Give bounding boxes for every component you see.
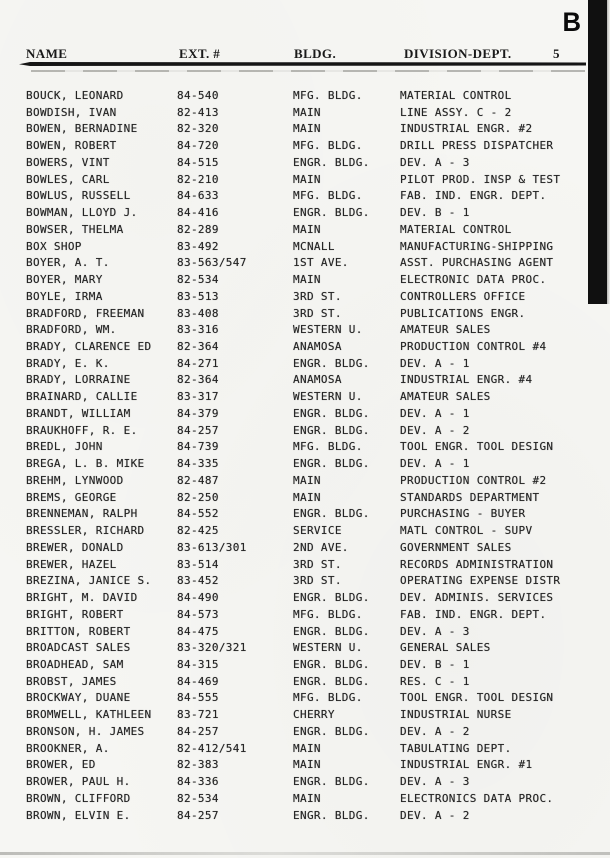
entry-name: BRADY, CLARENCE ED (26, 340, 152, 354)
entry-extension: 84-720 (177, 139, 219, 153)
directory-list (26, 88, 588, 824)
table-row (26, 322, 588, 339)
entry-name: BROADHEAD, SAM (26, 657, 124, 671)
entry-name: BREWER, DONALD (26, 540, 124, 554)
entry-name: BRIGHT, ROBERT (26, 607, 124, 621)
entry-name: BRITTON, ROBERT (26, 624, 131, 638)
entry-name: BOWEN, ROBERT (26, 139, 117, 153)
entry-extension: 83-613/301 (177, 540, 247, 554)
entry-extension: 84-257 (177, 423, 219, 437)
table-row (26, 372, 588, 389)
entry-extension: 84-573 (177, 607, 219, 621)
table-row (26, 774, 588, 791)
entry-name: BOWLES, CARL (26, 172, 110, 186)
entry-extension: 84-515 (177, 155, 219, 169)
table-row (26, 707, 588, 724)
entry-division-dept: MATL CONTROL - SUPV (400, 524, 533, 538)
entry-division-dept: TOOL ENGR. TOOL DESIGN (400, 440, 554, 454)
entry-building: ENGR. BLDG. (293, 775, 370, 789)
entry-building: ENGR. BLDG. (293, 724, 370, 738)
entry-name: BRADY, E. K. (26, 356, 110, 370)
entry-building: MFG. BLDG. (293, 89, 363, 102)
entry-building: ENGR. BLDG. (293, 591, 370, 605)
entry-extension: 84-540 (177, 89, 219, 102)
table-row (26, 138, 588, 155)
entry-name: BOWLUS, RUSSELL (26, 189, 131, 203)
entry-division-dept: DEV. A - 1 (400, 457, 470, 471)
table-row (26, 205, 588, 222)
entry-building: MAIN (293, 791, 321, 805)
entry-name: BROWER, PAUL H. (26, 775, 131, 789)
entry-building: SERVICE (293, 524, 342, 538)
entry-extension: 84-552 (177, 507, 219, 521)
scan-artifact-bar (588, 0, 607, 304)
entry-division-dept: DEV. A - 3 (400, 155, 470, 169)
entry-name: BROADCAST SALES (26, 641, 131, 655)
entry-extension: 84-336 (177, 775, 219, 789)
column-header-ext: EXT. # (179, 46, 221, 61)
entry-division-dept: PILOT PROD. INSP & TEST (400, 172, 561, 186)
table-row (26, 590, 588, 607)
column-header-name: NAME (26, 46, 68, 61)
table-row (26, 624, 588, 641)
entry-division-dept: PRODUCTION CONTROL #2 (400, 473, 547, 487)
page-number: 5 (553, 46, 560, 61)
entry-building: 3RD ST. (293, 574, 342, 588)
entry-name: BRAINARD, CALLIE (26, 390, 138, 404)
entry-building: 3RD ST. (293, 557, 342, 571)
entry-extension: 82-364 (177, 373, 219, 387)
entry-division-dept: RECORDS ADMINISTRATION (400, 557, 554, 571)
entry-extension: 82-534 (177, 273, 219, 287)
table-row (26, 172, 588, 189)
entry-name: BRONSON, H. JAMES (26, 724, 145, 738)
entry-name: BOWDISH, IVAN (26, 105, 117, 119)
entry-division-dept: STANDARDS DEPARTMENT (400, 490, 540, 504)
entry-building: ANAMOSA (293, 340, 342, 354)
entry-name: BOWSER, THELMA (26, 222, 124, 236)
entry-division-dept: DEV. A - 3 (400, 624, 470, 638)
entry-name: BRADFORD, WM. (26, 323, 117, 337)
entry-extension: 82-250 (177, 490, 219, 504)
column-header-division: DIVISION-DEPT. (404, 46, 512, 61)
header-rule-shadow (31, 70, 585, 72)
table-row (26, 423, 588, 440)
entry-name: BRAUKHOFF, R. E. (26, 423, 138, 437)
entry-name: BRADFORD, FREEMAN (26, 306, 145, 320)
entry-extension: 84-335 (177, 457, 219, 471)
entry-name: BROMWELL, KATHLEEN (26, 708, 152, 722)
table-row (26, 557, 588, 574)
entry-building: WESTERN U. (293, 641, 363, 655)
entry-division-dept: MANUFACTURING-SHIPPING (400, 239, 554, 253)
table-row (26, 791, 588, 808)
entry-extension: 83-408 (177, 306, 219, 320)
entry-building: ENGR. BLDG. (293, 155, 370, 169)
entry-name: BREHM, LYNWOOD (26, 473, 124, 487)
entry-division-dept: MATERIAL CONTROL (400, 89, 512, 102)
entry-building: MAIN (293, 222, 321, 236)
entry-extension: 84-555 (177, 691, 219, 705)
entry-division-dept: DEV. A - 3 (400, 775, 470, 789)
entry-building: MCNALL (293, 239, 335, 253)
header-rule (19, 62, 586, 66)
entry-name: BRESSLER, RICHARD (26, 524, 145, 538)
column-header-bldg: BLDG. (294, 46, 337, 61)
entry-division-dept: INDUSTRIAL ENGR. #2 (400, 122, 533, 136)
entry-building: ENGR. BLDG. (293, 507, 370, 521)
entry-name: BROWN, ELVIN E. (26, 808, 131, 822)
table-row (26, 490, 588, 507)
entry-division-dept: CONTROLLERS OFFICE (400, 289, 526, 303)
entry-name: BOWMAN, LLOYD J. (26, 206, 138, 220)
entry-extension: 83-513 (177, 289, 219, 303)
entry-extension: 84-475 (177, 624, 219, 638)
entry-name: BREGA, L. B. MIKE (26, 457, 145, 471)
entry-extension: 84-739 (177, 440, 219, 454)
entry-division-dept: PRODUCTION CONTROL #4 (400, 340, 547, 354)
entry-division-dept: DEV. A - 2 (400, 423, 470, 437)
entry-building: ENGR. BLDG. (293, 674, 370, 688)
table-row (26, 724, 588, 741)
entry-building: 2ND AVE. (293, 540, 349, 554)
entry-extension: 84-633 (177, 189, 219, 203)
entry-name: BOYLE, IRMA (26, 289, 103, 303)
entry-building: MAIN (293, 122, 321, 136)
entry-name: BRANDT, WILLIAM (26, 406, 131, 420)
entry-extension: 82-364 (177, 340, 219, 354)
entry-building: WESTERN U. (293, 390, 363, 404)
entry-name: BOUCK, LEONARD (26, 89, 124, 102)
entry-building: MAIN (293, 758, 321, 772)
entry-extension: 84-379 (177, 406, 219, 420)
table-row (26, 272, 588, 289)
entry-name: BRADY, LORRAINE (26, 373, 131, 387)
entry-building: MAIN (293, 741, 321, 755)
entry-extension: 82-383 (177, 758, 219, 772)
entry-extension: 82-210 (177, 172, 219, 186)
entry-name: BOYER, A. T. (26, 256, 110, 270)
entry-extension: 83-317 (177, 390, 219, 404)
entry-division-dept: AMATEUR SALES (400, 390, 491, 404)
entry-name: BRENNEMAN, RALPH (26, 507, 138, 521)
entry-building: MAIN (293, 490, 321, 504)
entry-division-dept: RES. C - 1 (400, 674, 470, 688)
entry-building: MFG. BLDG. (293, 440, 363, 454)
entry-building: ENGR. BLDG. (293, 808, 370, 822)
table-row (26, 757, 588, 774)
entry-extension: 83-452 (177, 574, 219, 588)
entry-division-dept: FAB. IND. ENGR. DEPT. (400, 607, 547, 621)
table-row (26, 690, 588, 707)
entry-division-dept: LINE ASSY. C - 2 (400, 105, 512, 119)
entry-building: 3RD ST. (293, 306, 342, 320)
table-row (26, 640, 588, 657)
entry-extension: 84-416 (177, 206, 219, 220)
entry-division-dept: DEV. B - 1 (400, 657, 470, 671)
entry-extension: 82-289 (177, 222, 219, 236)
entry-name: BOYER, MARY (26, 273, 103, 287)
entry-extension: 82-413 (177, 105, 219, 119)
entry-extension: 83-316 (177, 323, 219, 337)
scan-artifact-bottom-edge (0, 852, 610, 855)
table-row (26, 289, 588, 306)
entry-division-dept: PUBLICATIONS ENGR. (400, 306, 526, 320)
entry-extension: 82-534 (177, 791, 219, 805)
table-row (26, 540, 588, 557)
entry-name: BROOKNER, A. (26, 741, 110, 755)
table-row (26, 573, 588, 590)
entry-division-dept: TABULATING DEPT. (400, 741, 512, 755)
entry-building: MFG. BLDG. (293, 607, 363, 621)
table-row (26, 356, 588, 373)
entry-extension: 82-412/541 (177, 741, 247, 755)
entry-name: BREDL, JOHN (26, 440, 103, 454)
table-row (26, 188, 588, 205)
table-row (26, 456, 588, 473)
entry-building: MAIN (293, 172, 321, 186)
table-row (26, 339, 588, 356)
entry-building: CHERRY (293, 708, 335, 722)
entry-extension: 84-469 (177, 674, 219, 688)
entry-extension: 83-320/321 (177, 641, 247, 655)
section-letter: B (562, 7, 582, 37)
entry-building: ENGR. BLDG. (293, 423, 370, 437)
entry-name: BROWER, ED (26, 758, 96, 772)
table-row (26, 607, 588, 624)
entry-building: MAIN (293, 273, 321, 287)
entry-building: ENGR. BLDG. (293, 206, 370, 220)
entry-division-dept: ELECTRONIC DATA PROC. (400, 273, 547, 287)
entry-division-dept: DEV. A - 1 (400, 356, 470, 370)
entry-division-dept: GENERAL SALES (400, 641, 491, 655)
table-row (26, 523, 588, 540)
entry-extension: 82-487 (177, 473, 219, 487)
entry-extension: 84-257 (177, 808, 219, 822)
entry-name: BROCKWAY, DUANE (26, 691, 131, 705)
entry-division-dept: DEV. A - 1 (400, 406, 470, 420)
entry-name: BREWER, HAZEL (26, 557, 117, 571)
entry-building: WESTERN U. (293, 323, 363, 337)
entry-division-dept: INDUSTRIAL NURSE (400, 708, 512, 722)
entry-division-dept: ASST. PURCHASING AGENT (400, 256, 554, 270)
entry-extension: 83-514 (177, 557, 219, 571)
entry-extension: 84-257 (177, 724, 219, 738)
entry-extension: 82-425 (177, 524, 219, 538)
entry-building: MFG. BLDG. (293, 189, 363, 203)
entry-extension: 84-490 (177, 591, 219, 605)
entry-division-dept: OPERATING EXPENSE DISTR (400, 574, 561, 588)
entry-extension: 82-320 (177, 122, 219, 136)
entry-division-dept: DEV. B - 1 (400, 206, 470, 220)
table-row (26, 808, 588, 825)
entry-building: ENGR. BLDG. (293, 406, 370, 420)
entry-division-dept: FAB. IND. ENGR. DEPT. (400, 189, 547, 203)
table-row (26, 121, 588, 138)
table-row (26, 406, 588, 423)
entry-division-dept: GOVERNMENT SALES (400, 540, 512, 554)
entry-building: MFG. BLDG. (293, 691, 363, 705)
table-row (26, 155, 588, 172)
entry-extension: 83-721 (177, 708, 219, 722)
table-row (26, 741, 588, 758)
entry-name: BROBST, JAMES (26, 674, 117, 688)
table-row (26, 657, 588, 674)
entry-building: ENGR. BLDG. (293, 356, 370, 370)
entry-building: ENGR. BLDG. (293, 457, 370, 471)
entry-building: 1ST AVE. (293, 256, 349, 270)
entry-building: ENGR. BLDG. (293, 624, 370, 638)
entry-division-dept: DEV. A - 2 (400, 808, 470, 822)
table-row (26, 88, 588, 105)
entry-building: ENGR. BLDG. (293, 657, 370, 671)
entry-name: BROWN, CLIFFORD (26, 791, 131, 805)
entry-division-dept: DRILL PRESS DISPATCHER (400, 139, 554, 153)
table-row (26, 255, 588, 272)
entry-name: BOX SHOP (26, 239, 82, 253)
entry-extension: 83-563/547 (177, 256, 247, 270)
entry-division-dept: MATERIAL CONTROL (400, 222, 512, 236)
entry-building: 3RD ST. (293, 289, 342, 303)
entry-division-dept: ELECTRONICS DATA PROC. (400, 791, 554, 805)
entry-name: BRIGHT, M. DAVID (26, 591, 138, 605)
table-row (26, 105, 588, 122)
table-row (26, 473, 588, 490)
entry-name: BREZINA, JANICE S. (26, 574, 152, 588)
entry-division-dept: AMATEUR SALES (400, 323, 491, 337)
entry-name: BOWERS, VINT (26, 155, 110, 169)
table-row (26, 439, 588, 456)
entry-extension: 84-271 (177, 356, 219, 370)
entry-division-dept: DEV. A - 2 (400, 724, 470, 738)
entry-building: MFG. BLDG. (293, 139, 363, 153)
entry-name: BOWEN, BERNADINE (26, 122, 138, 136)
entry-extension: 84-315 (177, 657, 219, 671)
entry-extension: 83-492 (177, 239, 219, 253)
table-row (26, 222, 588, 239)
entry-division-dept: DEV. ADMINIS. SERVICES (400, 591, 554, 605)
entry-division-dept: PURCHASING - BUYER (400, 507, 526, 521)
entry-building: ANAMOSA (293, 373, 342, 387)
table-row (26, 239, 588, 256)
entry-division-dept: INDUSTRIAL ENGR. #4 (400, 373, 533, 387)
entry-building: MAIN (293, 473, 321, 487)
entry-division-dept: INDUSTRIAL ENGR. #1 (400, 758, 533, 772)
entry-name: BREMS, GEORGE (26, 490, 117, 504)
table-row (26, 506, 588, 523)
table-row (26, 674, 588, 691)
table-row (26, 389, 588, 406)
entry-division-dept: TOOL ENGR. TOOL DESIGN (400, 691, 554, 705)
table-row (26, 306, 588, 323)
entry-building: MAIN (293, 105, 321, 119)
